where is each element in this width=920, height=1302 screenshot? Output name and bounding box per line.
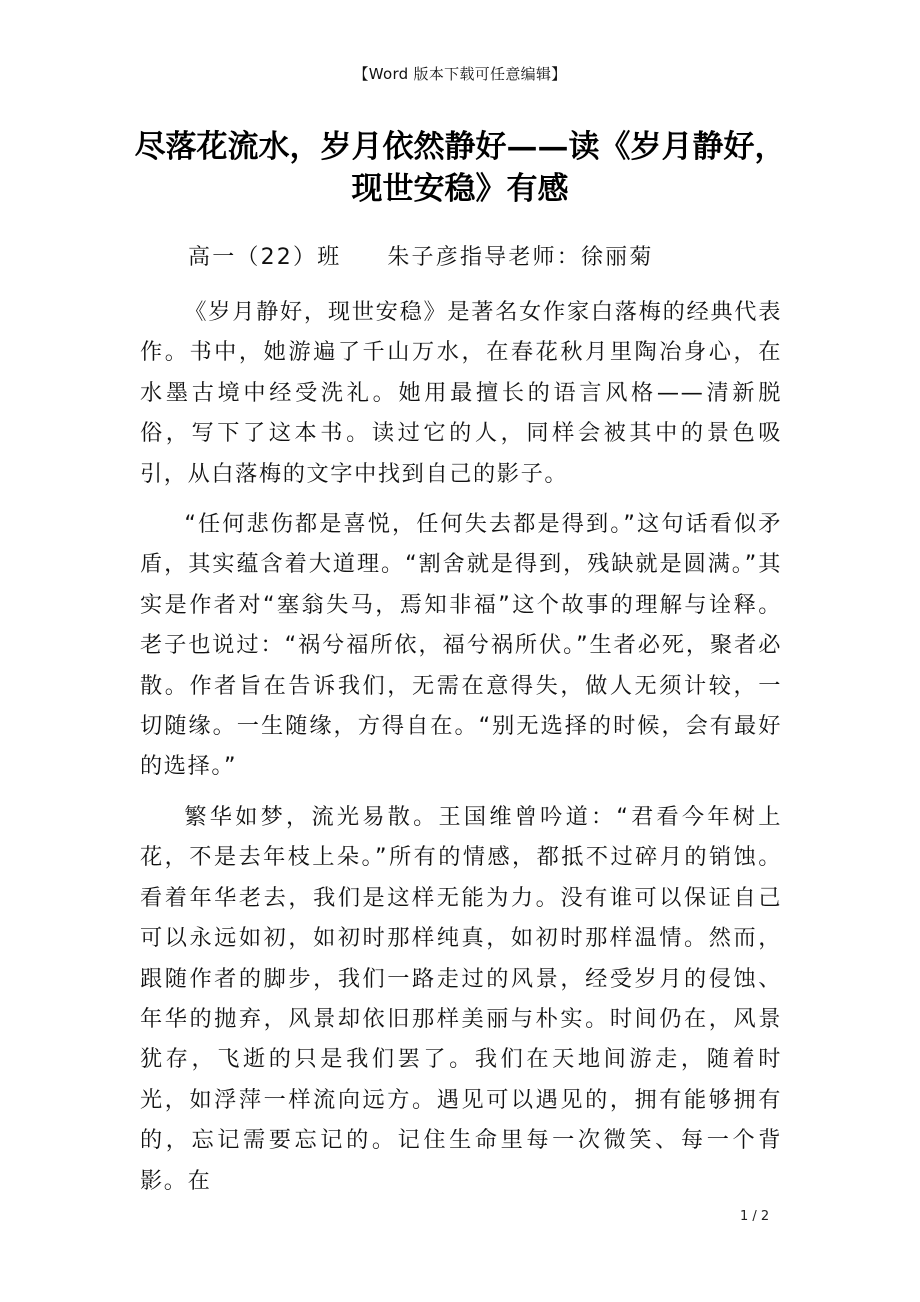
document-body (140, 292, 782, 1211)
paragraph: 《岁月静好，现世安稳》是著名女作家白落梅的经典代表作。书中，她游遍了千山万水，在春花秋月里陶冶身心，在水墨古境中经受洗礼。她用最擅长的语言风格——清新脱俗，写下了这本书。读过它的人，同样会被其中的景色吸引，从白落梅的文字中找到自己的影子。 (140, 299, 782, 487)
paragraph: 繁华如梦，流光易散。王国维曾吟道：“君看今年树上花，不是去年枝上朵。”所有的情感，都抵不过碎月的销蚀。看着年华老去，我们是这样无能为力。没有谁可以保证自己可以永远如初，如初时那样纯真，如初时那样温情。然而，跟随作者的脚步，我们一路走过的风景，经受岁月的侵蚀、年华的抛弃，风景却依旧那样美丽与朴实。时间仍在，风景犹存，飞逝的只是我们罢了。我们在天地间游走，随着时光，如浮萍一样流向远方。遇见可以遇见的，拥有能够拥有的，忘记需要忘记的。记住生命里每一次微笑、每一个背影。在 (140, 803, 782, 1194)
author-line: 高一（22）班 朱子彦指导老师：徐丽菊 (188, 245, 654, 270)
paragraph: “任何悲伤都是喜悦，任何失去都是得到。”这句话看似矛盾，其实蕴含着大道理。“割舍就是得到，残缺就是圆满。”其实是作者对“塞翁失马，焉知非福”这个故事的理解与诠释。老子也说过：“祸兮福所依，福兮祸所伏。”生者必死，聚者必散。作者旨在告诉我们，无需在意得失，做人无须计较，一切随缘。一生随缘，方得自在。“别无选择的时候，会有最好的选择。” (140, 511, 782, 780)
page-number: 1 / 2 (740, 1209, 770, 1224)
document-title: 尽落花流水，岁月依然静好——读《岁月静好，现世安稳》有感 (134, 129, 786, 207)
header-note: 【Word 版本下载可任意编辑】 (353, 65, 567, 83)
